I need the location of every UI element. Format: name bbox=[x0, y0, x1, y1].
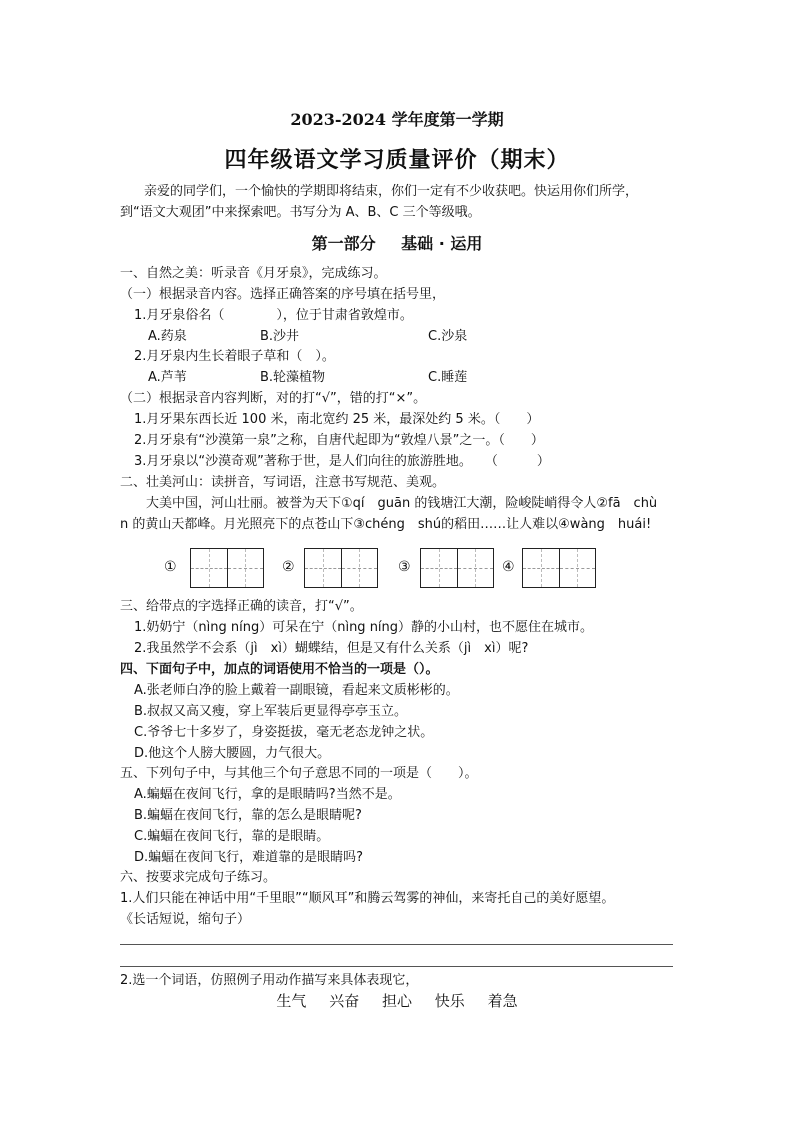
question-1-2: 2.月牙泉内生长着眼子草和（ ）。 bbox=[134, 349, 335, 364]
option-a: A.张老师白净的脸上戴着一副眼镜，看起来文质彬彬的。 bbox=[134, 683, 459, 698]
section-2-heading: 二、壮美河山：读拼音，写词语，注意书写规范、美观。 bbox=[120, 475, 446, 490]
word-choice: 快乐 bbox=[434, 992, 465, 1010]
option-c: C.爷爷七十多岁了，身姿挺拔，毫无老态龙钟之状。 bbox=[134, 725, 434, 740]
answer-line[interactable] bbox=[120, 966, 673, 967]
judge-2: 2.月牙泉有“沙漠第一泉”之称，自唐代起即为“敦煌八景”之一。（ ） bbox=[134, 433, 544, 448]
option-c: C.睡莲 bbox=[428, 370, 468, 385]
section-1-heading: 一、自然之美：听录音《月牙泉》，完成练习。 bbox=[120, 266, 387, 281]
tianzige-box[interactable] bbox=[420, 548, 494, 588]
section-5-heading: 五、下列句子中，与其他三个句子意思不同的一项是（ ）。 bbox=[120, 766, 478, 781]
option-b: B.蝙蝠在夜间飞行，靠的怎么是眼睛呢? bbox=[134, 808, 362, 823]
tianzige-box[interactable] bbox=[190, 548, 264, 588]
option-b: B.沙井 bbox=[260, 329, 300, 344]
intro-line-2: 到“语文大观团”中来探索吧。书写分为 A、B、C 三个等级哦。 bbox=[120, 205, 481, 220]
section-3-heading: 三、给带点的字选择正确的读音，打“√”。 bbox=[120, 599, 363, 614]
answer-line[interactable] bbox=[120, 944, 673, 945]
option-c: C.蝙蝠在夜间飞行，靠的是眼睛。 bbox=[134, 829, 330, 844]
section-6-heading: 六、按要求完成句子练习。 bbox=[120, 870, 277, 885]
question-1-1: 1.月牙泉俗名（ ），位于甘肃省敦煌市。 bbox=[134, 308, 413, 323]
question-3-2: 2.我虽然学不会系（jì xì）蝴蝶结，但是又有什么关系（jì xì）呢? bbox=[134, 641, 529, 656]
word-choice: 生气 bbox=[276, 992, 307, 1010]
question-6-2: 2.选一个词语，仿照例子用动作描写来具体表现它， bbox=[120, 973, 419, 988]
option-a: A.药泉 bbox=[148, 329, 187, 344]
option-d: D.他这个人膀大腰圆，力气很大。 bbox=[134, 746, 331, 761]
question-6-1: 1.人们只能在神话中用“千里眼”“顺风耳”和腾云驾雾的神仙，来寄托自己的美好愿望。 bbox=[120, 891, 615, 906]
word-choice: 担心 bbox=[381, 992, 412, 1010]
grid-number: ② bbox=[282, 559, 295, 575]
option-a: A.芦苇 bbox=[148, 370, 187, 385]
tianzige-box[interactable] bbox=[304, 548, 378, 588]
judge-3: 3.月牙泉以“沙漠奇观”著称于世，是人们向往的旅游胜地。 （ ） bbox=[134, 454, 550, 469]
writing-grids bbox=[164, 548, 604, 588]
part-number: 第一部分 bbox=[311, 234, 376, 253]
section-4-heading: 四、下面句子中，加点的词语使用不恰当的一项是（）。 bbox=[120, 662, 439, 677]
grid-number: ③ bbox=[398, 559, 411, 575]
section-1-sub-1: （一）根据录音内容。选择正确答案的序号填在括号里， bbox=[120, 287, 446, 302]
option-c: C.沙泉 bbox=[428, 329, 468, 344]
judge-1: 1.月牙果东西长近 100 米，南北宽约 25 米，最深处约 5 米。（ ） bbox=[134, 412, 540, 427]
pinyin-passage-line-2: n 的黄山天都峰。月光照亮下的点苍山下③chéng shú的稻田……让人难以④wàng huái! bbox=[120, 517, 652, 532]
option-d: D.蝙蝠在夜间飞行，难道靠的是眼睛吗? bbox=[134, 850, 364, 865]
year-heading: 2023-2024 学年度第一学期 bbox=[290, 110, 504, 129]
part-heading bbox=[0, 231, 794, 254]
option-b: B.轮藻植物 bbox=[260, 370, 326, 385]
question-3-1: 1.奶奶宁（nìng níng）可呆在宁（nìng níng）静的小山村，也不愿住在城市。 bbox=[134, 620, 594, 635]
word-choices bbox=[0, 990, 794, 1011]
part-topic: 基础 · 运用 bbox=[401, 234, 483, 253]
intro-line-1: 亲爱的同学们，一个愉快的学期即将结束，你们一定有不少收获吧。快运用你们所学， bbox=[144, 184, 639, 199]
tianzige-box[interactable] bbox=[522, 548, 596, 588]
section-1-sub-2: （二）根据录音内容判断，对的打“√”，错的打“×”。 bbox=[120, 391, 427, 406]
grid-number: ① bbox=[164, 559, 177, 575]
pinyin-passage-line-1: 大美中国，河山壮丽。被誉为天下①qí guān 的钱塘江大潮，险峻陡峭得令人②fā chù bbox=[146, 496, 658, 511]
option-b: B.叔叔又高又瘦，穿上军装后更显得亭亭玉立。 bbox=[134, 704, 408, 719]
page-title: 四年级语文学习质量评价（期末） bbox=[224, 148, 570, 173]
word-choice: 兴奋 bbox=[329, 992, 360, 1010]
grid-number: ④ bbox=[502, 559, 515, 575]
option-a: A.蝙蝠在夜间飞行，拿的是眼睛吗?当然不是。 bbox=[134, 787, 401, 802]
word-choice: 着急 bbox=[487, 992, 518, 1010]
question-6-1-note: 《长话短说，缩句子） bbox=[120, 912, 251, 927]
